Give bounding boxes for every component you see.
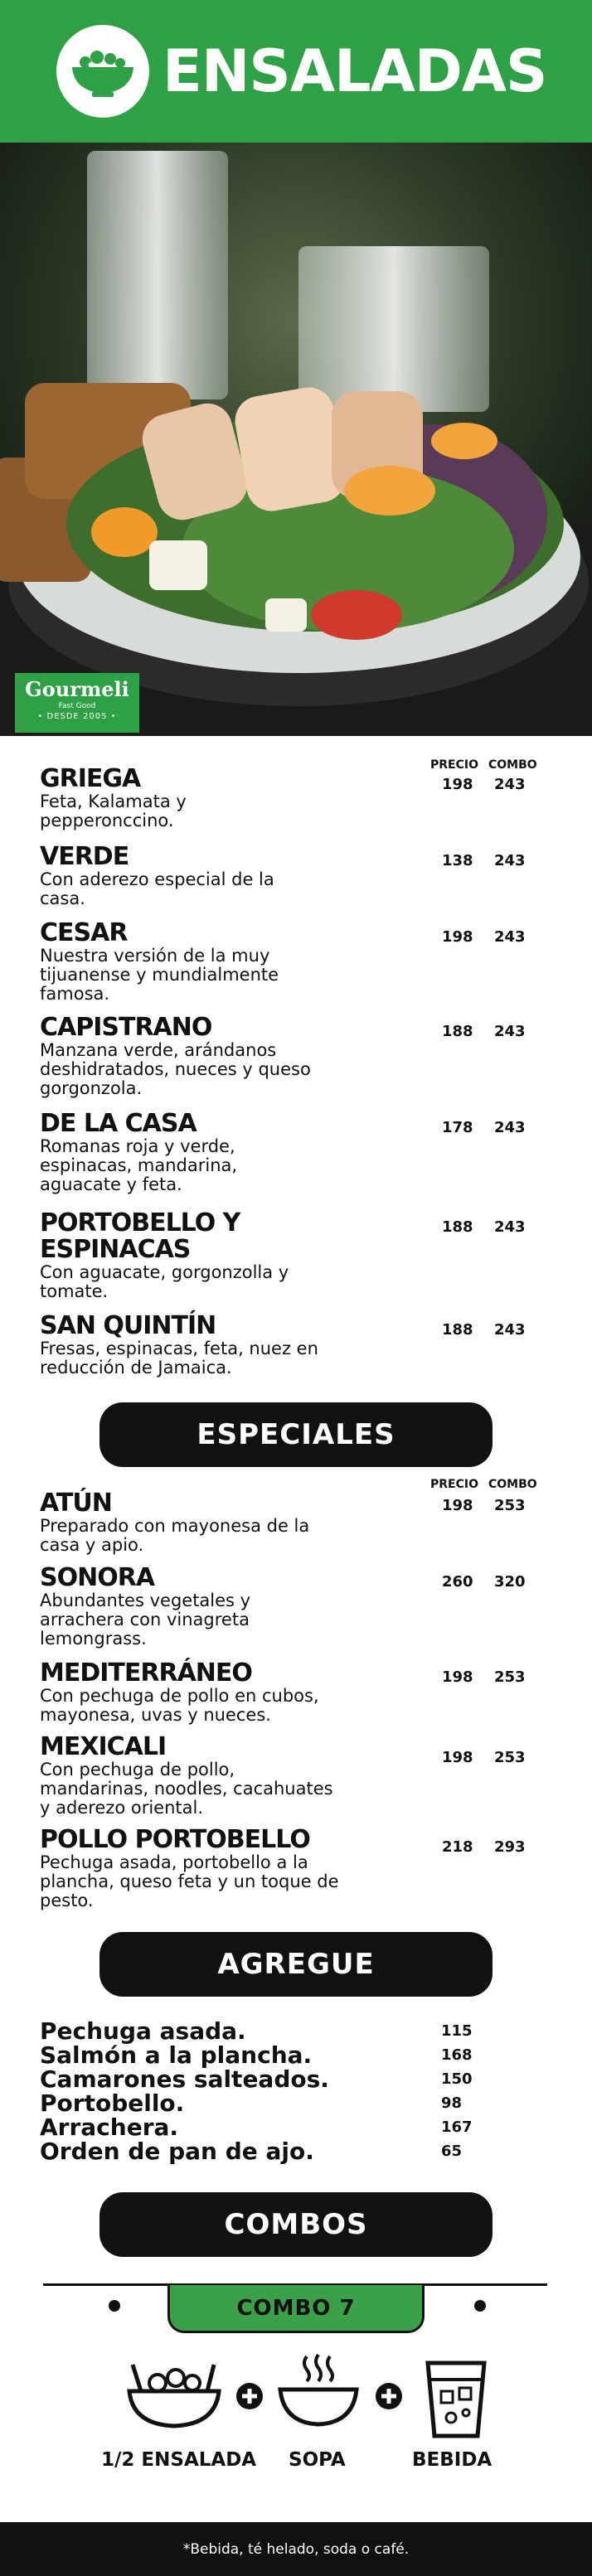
brand-logo xyxy=(15,673,139,733)
menu-item-pollo-portobello xyxy=(40,1827,570,1910)
menu-item-verde xyxy=(40,844,570,908)
combo-part-label: BEBIDA xyxy=(412,2449,493,2471)
logo-brand: Gourmeli xyxy=(25,677,129,701)
item-name: MEDITERRÁNEO xyxy=(40,1658,252,1687)
item-price: 260 xyxy=(442,1573,473,1591)
item-name: SONORA xyxy=(40,1563,155,1592)
section-header-especiales xyxy=(99,1402,493,1467)
item-price: 138 xyxy=(442,852,473,869)
bullet-dot xyxy=(474,2300,486,2312)
item-price: 218 xyxy=(442,1838,473,1856)
item-name: MEXICALI xyxy=(40,1732,167,1761)
item-combo-price: 243 xyxy=(494,928,526,946)
menu-item-mediterraneo xyxy=(40,1660,570,1725)
addon-price: 65 xyxy=(441,2143,463,2160)
addon-price: 150 xyxy=(441,2070,473,2088)
item-price: 198 xyxy=(442,928,473,946)
item-price: 178 xyxy=(442,1119,473,1136)
item-combo-price: 253 xyxy=(494,1497,526,1514)
item-name: PORTOBELLO Y ESPINACAS xyxy=(40,1208,240,1264)
item-price: 188 xyxy=(442,1321,473,1339)
menu-item-san-quintin xyxy=(40,1313,570,1378)
logo-tagline: Fast Good xyxy=(58,702,96,710)
plus-icon xyxy=(374,2381,404,2414)
item-combo-price: 243 xyxy=(494,1218,526,1236)
section-title: COMBOS xyxy=(224,2208,368,2241)
item-combo-price: 253 xyxy=(494,1749,526,1766)
addon-name: Camarones salteados. xyxy=(40,2065,329,2093)
plus-icon xyxy=(235,2381,264,2414)
addon-name: Portobello. xyxy=(40,2089,185,2117)
section-header-combos xyxy=(99,2192,493,2257)
item-name: CESAR xyxy=(40,918,128,947)
salad-bowl-icon xyxy=(56,25,149,118)
item-name: CAPISTRANO xyxy=(40,1013,212,1042)
item-description: Con pechuga de pollo, mandarinas, noodles, cacahuates y aderezo oriental. xyxy=(40,1760,333,1818)
menu-item-griega xyxy=(40,766,570,830)
item-combo-price: 243 xyxy=(494,776,526,793)
addon-name: Arrachera. xyxy=(40,2114,179,2141)
page-title: ENSALADAS xyxy=(163,37,547,105)
menu-item-de-la-casa xyxy=(40,1111,570,1194)
salad-illustration xyxy=(0,143,592,736)
item-name: POLLO PORTOBELLO xyxy=(40,1825,310,1854)
item-price: 198 xyxy=(442,776,473,793)
addon-item xyxy=(40,2019,504,2043)
item-combo-price: 320 xyxy=(494,1573,526,1591)
salad-bowl-icon xyxy=(124,2358,224,2436)
menu-item-capistrano xyxy=(40,1014,570,1098)
item-description: Con aderezo especial de la casa. xyxy=(40,869,274,908)
item-name: SAN QUINTÍN xyxy=(40,1311,216,1340)
salad-photo xyxy=(0,143,592,736)
item-combo-price: 293 xyxy=(494,1838,526,1856)
item-price: 188 xyxy=(442,1023,473,1040)
item-description: Romanas roja y verde, espinacas, mandarina, aguacate y feta. xyxy=(40,1136,238,1194)
item-combo-price: 243 xyxy=(494,1321,526,1339)
combo-column-header: COMBO xyxy=(488,1478,537,1491)
item-description: Pechuga asada, portobello a la plancha, queso feta y un toque de pesto. xyxy=(40,1852,339,1910)
item-combo-price: 243 xyxy=(494,1023,526,1040)
bullet-dot xyxy=(109,2300,120,2312)
menu-item-cesar xyxy=(40,920,570,1004)
addon-name: Pechuga asada. xyxy=(40,2017,246,2045)
menu-item-portobello-espinacas xyxy=(40,1210,570,1301)
item-combo-price: 253 xyxy=(494,1668,526,1686)
price-column-header: PRECIO xyxy=(430,758,478,772)
item-name: VERDE xyxy=(40,842,129,871)
section-title: AGREGUE xyxy=(217,1948,375,1981)
item-description: Manzana verde, arándanos deshidratados, nueces y queso gorgonzola. xyxy=(40,1040,311,1098)
menu-item-atun xyxy=(40,1490,570,1555)
item-name: ATÚN xyxy=(40,1489,112,1518)
item-combo-price: 243 xyxy=(494,852,526,869)
item-price: 198 xyxy=(442,1497,473,1514)
item-price: 198 xyxy=(442,1749,473,1766)
combo-part-label: SOPA xyxy=(289,2449,346,2471)
item-description: Fresas, espinacas, feta, nuez en reducción de Jamaica. xyxy=(40,1339,318,1378)
item-description: Con pechuga de pollo en cubos, mayonesa, uvas y nueces. xyxy=(40,1686,319,1725)
item-description: Feta, Kalamata y pepperonccino. xyxy=(40,792,187,830)
addon-item xyxy=(40,2139,504,2163)
item-description: Con aguacate, gorgonzolla y tomate. xyxy=(40,1262,289,1301)
addon-price: 115 xyxy=(441,2022,473,2040)
page-header xyxy=(0,0,592,143)
logo-since: • DESDE 2005 • xyxy=(37,712,117,721)
addon-name: Orden de pan de ajo. xyxy=(40,2138,314,2165)
addon-item xyxy=(40,2091,504,2115)
soup-bowl-icon xyxy=(277,2350,360,2436)
addon-price: 167 xyxy=(441,2118,473,2136)
menu-item-sonora xyxy=(40,1565,570,1649)
combo-column-header: COMBO xyxy=(488,758,537,772)
addon-item xyxy=(40,2067,504,2091)
item-description: Nuestra versión de la muy tijuanense y mundialmente famosa. xyxy=(40,946,279,1004)
addon-price: 168 xyxy=(441,2046,473,2064)
combo-part-label: 1/2 ENSALADA xyxy=(101,2449,257,2471)
drink-glass-icon xyxy=(423,2358,489,2444)
combo-name-tag xyxy=(167,2285,425,2333)
addon-name: Salmón a la plancha. xyxy=(40,2041,313,2069)
combo-name: COMBO 7 xyxy=(236,2295,356,2321)
footer-note xyxy=(0,2522,592,2576)
item-price: 198 xyxy=(442,1668,473,1686)
footnote-text: *Bebida, té helado, soda o café. xyxy=(182,2540,410,2558)
menu-item-mexicali xyxy=(40,1734,570,1818)
addon-item xyxy=(40,2115,504,2139)
item-price: 188 xyxy=(442,1218,473,1236)
addon-item xyxy=(40,2043,504,2067)
item-name: DE LA CASA xyxy=(40,1109,197,1138)
price-column-header: PRECIO xyxy=(430,1478,478,1491)
addon-price: 98 xyxy=(441,2094,463,2112)
item-description: Preparado con mayonesa de la casa y apio. xyxy=(40,1516,310,1555)
item-name: GRIEGA xyxy=(40,764,141,793)
item-description: Abundantes vegetales y arrachera con vinagreta lemongrass. xyxy=(40,1591,251,1649)
item-combo-price: 243 xyxy=(494,1119,526,1136)
section-title: ESPECIALES xyxy=(197,1418,395,1451)
section-header-agregue xyxy=(99,1932,493,1997)
